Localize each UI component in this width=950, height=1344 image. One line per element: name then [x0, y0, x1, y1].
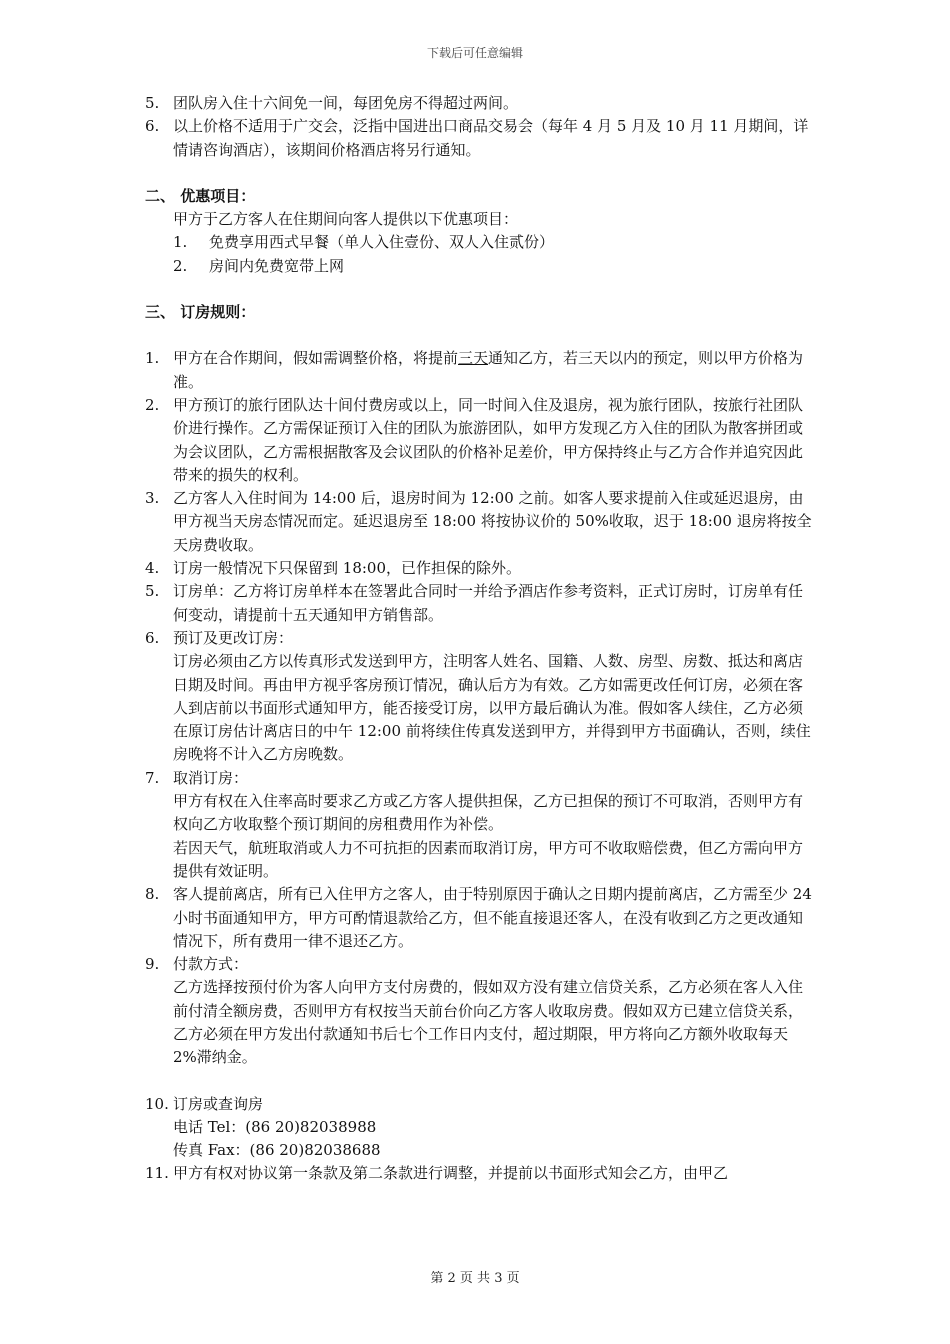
list-item [145, 231, 815, 254]
item-number: 1. [173, 233, 188, 252]
item-number: 3. [145, 489, 160, 508]
item-text: 订房一般情况下只保留到 18:00，已作担保的除外。 [173, 559, 521, 578]
item-text: 以上价格不适用于广交会，泛指中国进出口商品交易会（每年 4 月 5 月及 10 月 11 月期间，详情请咨询酒店），该期间价格酒店将另行通知。 [173, 117, 809, 159]
item-text: 免费享用西式早餐（单人入住壹份、双人入住贰份） [209, 233, 555, 252]
section-heading: 二、 优惠项目： [145, 186, 256, 205]
item-paragraph: 若因天气，航班取消或人力不可抗拒的因素而取消订房，甲方可不收取赔偿费，但乙方需向甲方提供有效证明。 [173, 838, 804, 880]
item-text: 团队房入住十六间免一间，每团免房不得超过两间。 [173, 94, 519, 112]
item-paragraph: 甲方有权在入住率高时要求乙方或乙方客人提供担保，乙方已担保的预订不可取消，否则甲方有权向乙方收取整个预订期间的房租费用作为补偿。 [173, 792, 804, 834]
phone-line: 电话 Tel：(86 20)82038988 [173, 1117, 377, 1136]
list-item [145, 1093, 815, 1116]
item-number: 8. [145, 885, 160, 904]
list-item [145, 557, 815, 580]
item-paragraph: 乙方选择按预付价为客人向甲方支付房费的，假如双方没有建立信贷关系，乙方必须在客人入住前付清全额房费，否则甲方有权按当天前台价向乙方客人收取房费。假如双方已建立信贷关系，乙方必须在甲方发出付款通知书后七个工作日内支付，超过期限，甲方将向乙方额外收取每天 2%滞纳金。 [173, 978, 804, 1067]
item-title: 取消订房： [173, 768, 249, 787]
list-item [145, 883, 815, 953]
item-number: 2. [173, 256, 188, 275]
item-number: 1. [145, 349, 160, 368]
item-number: 10. [145, 1094, 169, 1113]
item-text: 甲方预订的旅行团队达十间付费房或以上，同一时间入住及退房，视为旅行团队，按旅行社团队价进行操作。乙方需保证预订入住的团队为旅游团队，如甲方发现乙方入住的团队为散客拼团或为会议团队，乙方需根据散客及会议团队的价格补足差价，甲方保持终止与乙方合作并追究因此带来的损失的权利。 [173, 395, 804, 484]
item-text: 甲方在合作期间，假如需调整价格，将提前三天通知乙方，若三天以内的预定，则以甲方价格为准。 [173, 349, 804, 391]
item-number: 9. [145, 955, 160, 974]
list-item [145, 115, 815, 162]
page-footer: 第 2 页 共 3 页 [430, 1271, 520, 1286]
underlined-text: 三天 [458, 349, 489, 368]
page-header: 下载后可任意编辑 [426, 46, 523, 60]
list-item [145, 92, 815, 115]
section-intro: 甲方于乙方客人在住期间向客人提供以下优惠项目： [173, 210, 519, 229]
list-item [145, 255, 815, 278]
list-item [145, 394, 815, 487]
document-body [145, 92, 815, 1186]
item-title: 订房或查询房 [173, 1094, 264, 1113]
item-number: 2. [145, 395, 160, 414]
list-item [145, 953, 815, 976]
list-item [145, 347, 815, 394]
list-item [145, 767, 815, 790]
list-item [145, 487, 815, 557]
list-item [145, 1162, 815, 1185]
item-number: 6. [145, 117, 160, 136]
item-number: 6. [145, 628, 160, 647]
item-number: 5. [145, 94, 160, 112]
item-text: 房间内免费宽带上网 [209, 256, 345, 275]
item-paragraph: 订房必须由乙方以传真形式发送到甲方，注明客人姓名、国籍、人数、房型、房数、抵达和离店日期及时间。再由甲方视乎客房预订情况，确认后方为有效。乙方如需更改任何订房，必须在客人到店前以书面形式通知甲方，能否接受订房，以甲方最后确认为准。假如客人续住，乙方必须在原订房估计离店日的中午 12:00 前将续住传真发送到甲方，并得到甲方书面确认，否则，续住房晚将不计入乙方房晚数。 [173, 652, 811, 764]
item-number: 7. [145, 768, 160, 787]
item-text: 乙方客人入住时间为 14:00 后，退房时间为 12:00 之前。如客人要求提前入住或延迟退房，由甲方视当天房态情况而定。延迟退房至 18:00 将按协议价的 50%收取，迟于 18:00 退房将按全天房费收取。 [173, 489, 812, 554]
list-item [145, 580, 815, 627]
item-text: 订房单：乙方将订房单样本在签署此合同时一并给予酒店作参考资料，正式订房时，订房单有任何变动，请提前十五天通知甲方销售部。 [173, 582, 804, 624]
item-text: 客人提前离店，所有已入住甲方之客人，由于特别原因于确认之日期内提前离店，乙方需至少 24 小时书面通知甲方，甲方可酌情退款给乙方，但不能直接退还客人，在没有收到乙方之更改通知情况下，所有费用一律不退还乙方。 [173, 885, 812, 950]
item-title: 付款方式： [173, 955, 249, 974]
item-text: 甲方有权对协议第一条款及第二条款进行调整，并提前以书面形式知会乙方，由甲乙 [173, 1164, 729, 1183]
item-number: 5. [145, 582, 160, 601]
item-number: 4. [145, 559, 160, 578]
list-item [145, 627, 815, 650]
section-heading: 三、 订房规则： [145, 303, 256, 322]
item-number: 11. [145, 1164, 169, 1183]
item-title: 预订及更改订房： [173, 628, 294, 647]
fax-line: 传真 Fax：(86 20)82038688 [173, 1141, 381, 1160]
